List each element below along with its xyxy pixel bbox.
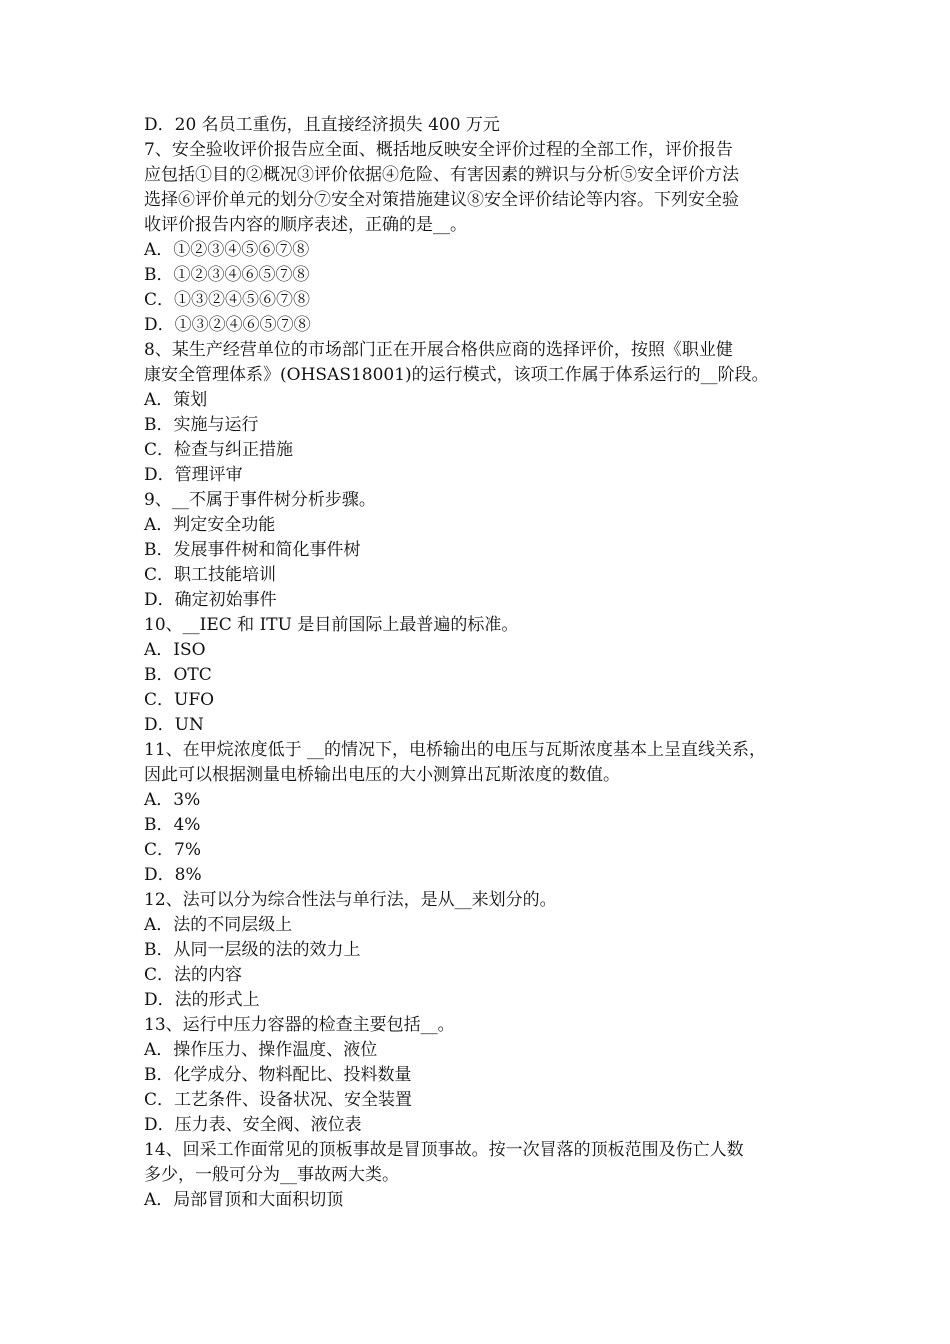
answer-option: C．法的内容 xyxy=(144,965,243,985)
previous-option: D．20 名员工重伤，且直接经济损失 400 万元 xyxy=(144,115,500,135)
question-block xyxy=(144,488,812,613)
answer-option: B．4% xyxy=(144,815,201,835)
question-block xyxy=(144,138,812,338)
answer-option: D．确定初始事件 xyxy=(144,590,277,610)
answer-option: B．发展事件树和简化事件树 xyxy=(144,540,361,560)
question-block xyxy=(144,738,812,888)
question-block xyxy=(144,338,812,488)
question-text-line: 10、__IEC 和 ITU 是目前国际上最普遍的标准。 xyxy=(144,615,519,635)
question-text-line: 收评价报告内容的顺序表述，正确的是__。 xyxy=(144,215,467,235)
answer-option: D．8% xyxy=(144,865,202,885)
question-text-line: 14、回采工作面常见的顶板事故是冒顶事故。按一次冒落的顶板范围及伤亡人数 xyxy=(144,1140,744,1160)
answer-option: D．管理评审 xyxy=(144,465,243,485)
answer-option: C．工艺条件、设备状况、安全装置 xyxy=(144,1090,413,1110)
answer-option: D．UN xyxy=(144,715,204,735)
question-text-line: 因此可以根据测量电桥输出电压的大小测算出瓦斯浓度的数值。 xyxy=(144,765,620,785)
question-text-line: 13、运行中压力容器的检查主要包括__。 xyxy=(144,1015,455,1035)
question-block xyxy=(144,888,812,1013)
answer-option: C．7% xyxy=(144,840,201,860)
question-text-line: 12、法可以分为综合性法与单行法，是从__来划分的。 xyxy=(144,890,557,910)
answer-option: A．判定安全功能 xyxy=(144,515,276,535)
answer-option: A．局部冒顶和大面积切顶 xyxy=(144,1190,344,1210)
question-block xyxy=(144,1138,812,1213)
question-text-line: 7、安全验收评价报告应全面、概括地反映安全评价过程的全部工作，评价报告 xyxy=(144,140,733,160)
answer-option: D．法的形式上 xyxy=(144,990,260,1010)
answer-option: C．UFO xyxy=(144,690,215,710)
answer-option: A．3% xyxy=(144,790,201,810)
question-block xyxy=(144,1013,812,1138)
answer-option: C．职工技能培训 xyxy=(144,565,277,585)
question-text-line: 多少，一般可分为__事故两大类。 xyxy=(144,1165,399,1185)
document-body xyxy=(144,113,812,1213)
question-text-line: 8、某生产经营单位的市场部门正在开展合格供应商的选择评价，按照《职业健 xyxy=(144,340,733,360)
question-text-line: 康安全管理体系》(OHSAS18001)的运行模式，该项工作属于体系运行的__阶段。 xyxy=(144,365,769,385)
answer-option: A．操作压力、操作温度、液位 xyxy=(144,1040,378,1060)
answer-option: A．①②③④⑤⑥⑦⑧ xyxy=(144,240,310,260)
answer-option: B．从同一层级的法的效力上 xyxy=(144,940,361,960)
answer-option: A．ISO xyxy=(144,640,206,660)
answer-option: A．策划 xyxy=(144,390,208,410)
answer-option: C．检查与纠正措施 xyxy=(144,440,294,460)
answer-option: D．压力表、安全阀、液位表 xyxy=(144,1115,362,1135)
answer-option: B．①②③④⑥⑤⑦⑧ xyxy=(144,265,310,285)
question-text-line: 选择⑥评价单元的划分⑦安全对策措施建议⑧安全评价结论等内容。下列安全验 xyxy=(144,190,739,210)
answer-option: B．化学成分、物料配比、投料数量 xyxy=(144,1065,412,1085)
question-block xyxy=(144,613,812,738)
question-text-line: 9、__不属于事件树分析步骤。 xyxy=(144,490,376,510)
question-text-line: 11、在甲烷浓度低于 __的情况下，电桥输出的电压与瓦斯浓度基本上呈直线关系， xyxy=(144,740,767,760)
answer-option: A．法的不同层级上 xyxy=(144,915,293,935)
answer-option: C．①③②④⑤⑥⑦⑧ xyxy=(144,290,311,310)
answer-option: B．OTC xyxy=(144,665,212,685)
question-text-line: 应包括①目的②概况③评价依据④危险、有害因素的辨识与分析⑤安全评价方法 xyxy=(144,165,739,185)
question-list xyxy=(144,138,812,1213)
answer-option: B．实施与运行 xyxy=(144,415,259,435)
answer-option: D．①③②④⑥⑤⑦⑧ xyxy=(144,315,311,335)
